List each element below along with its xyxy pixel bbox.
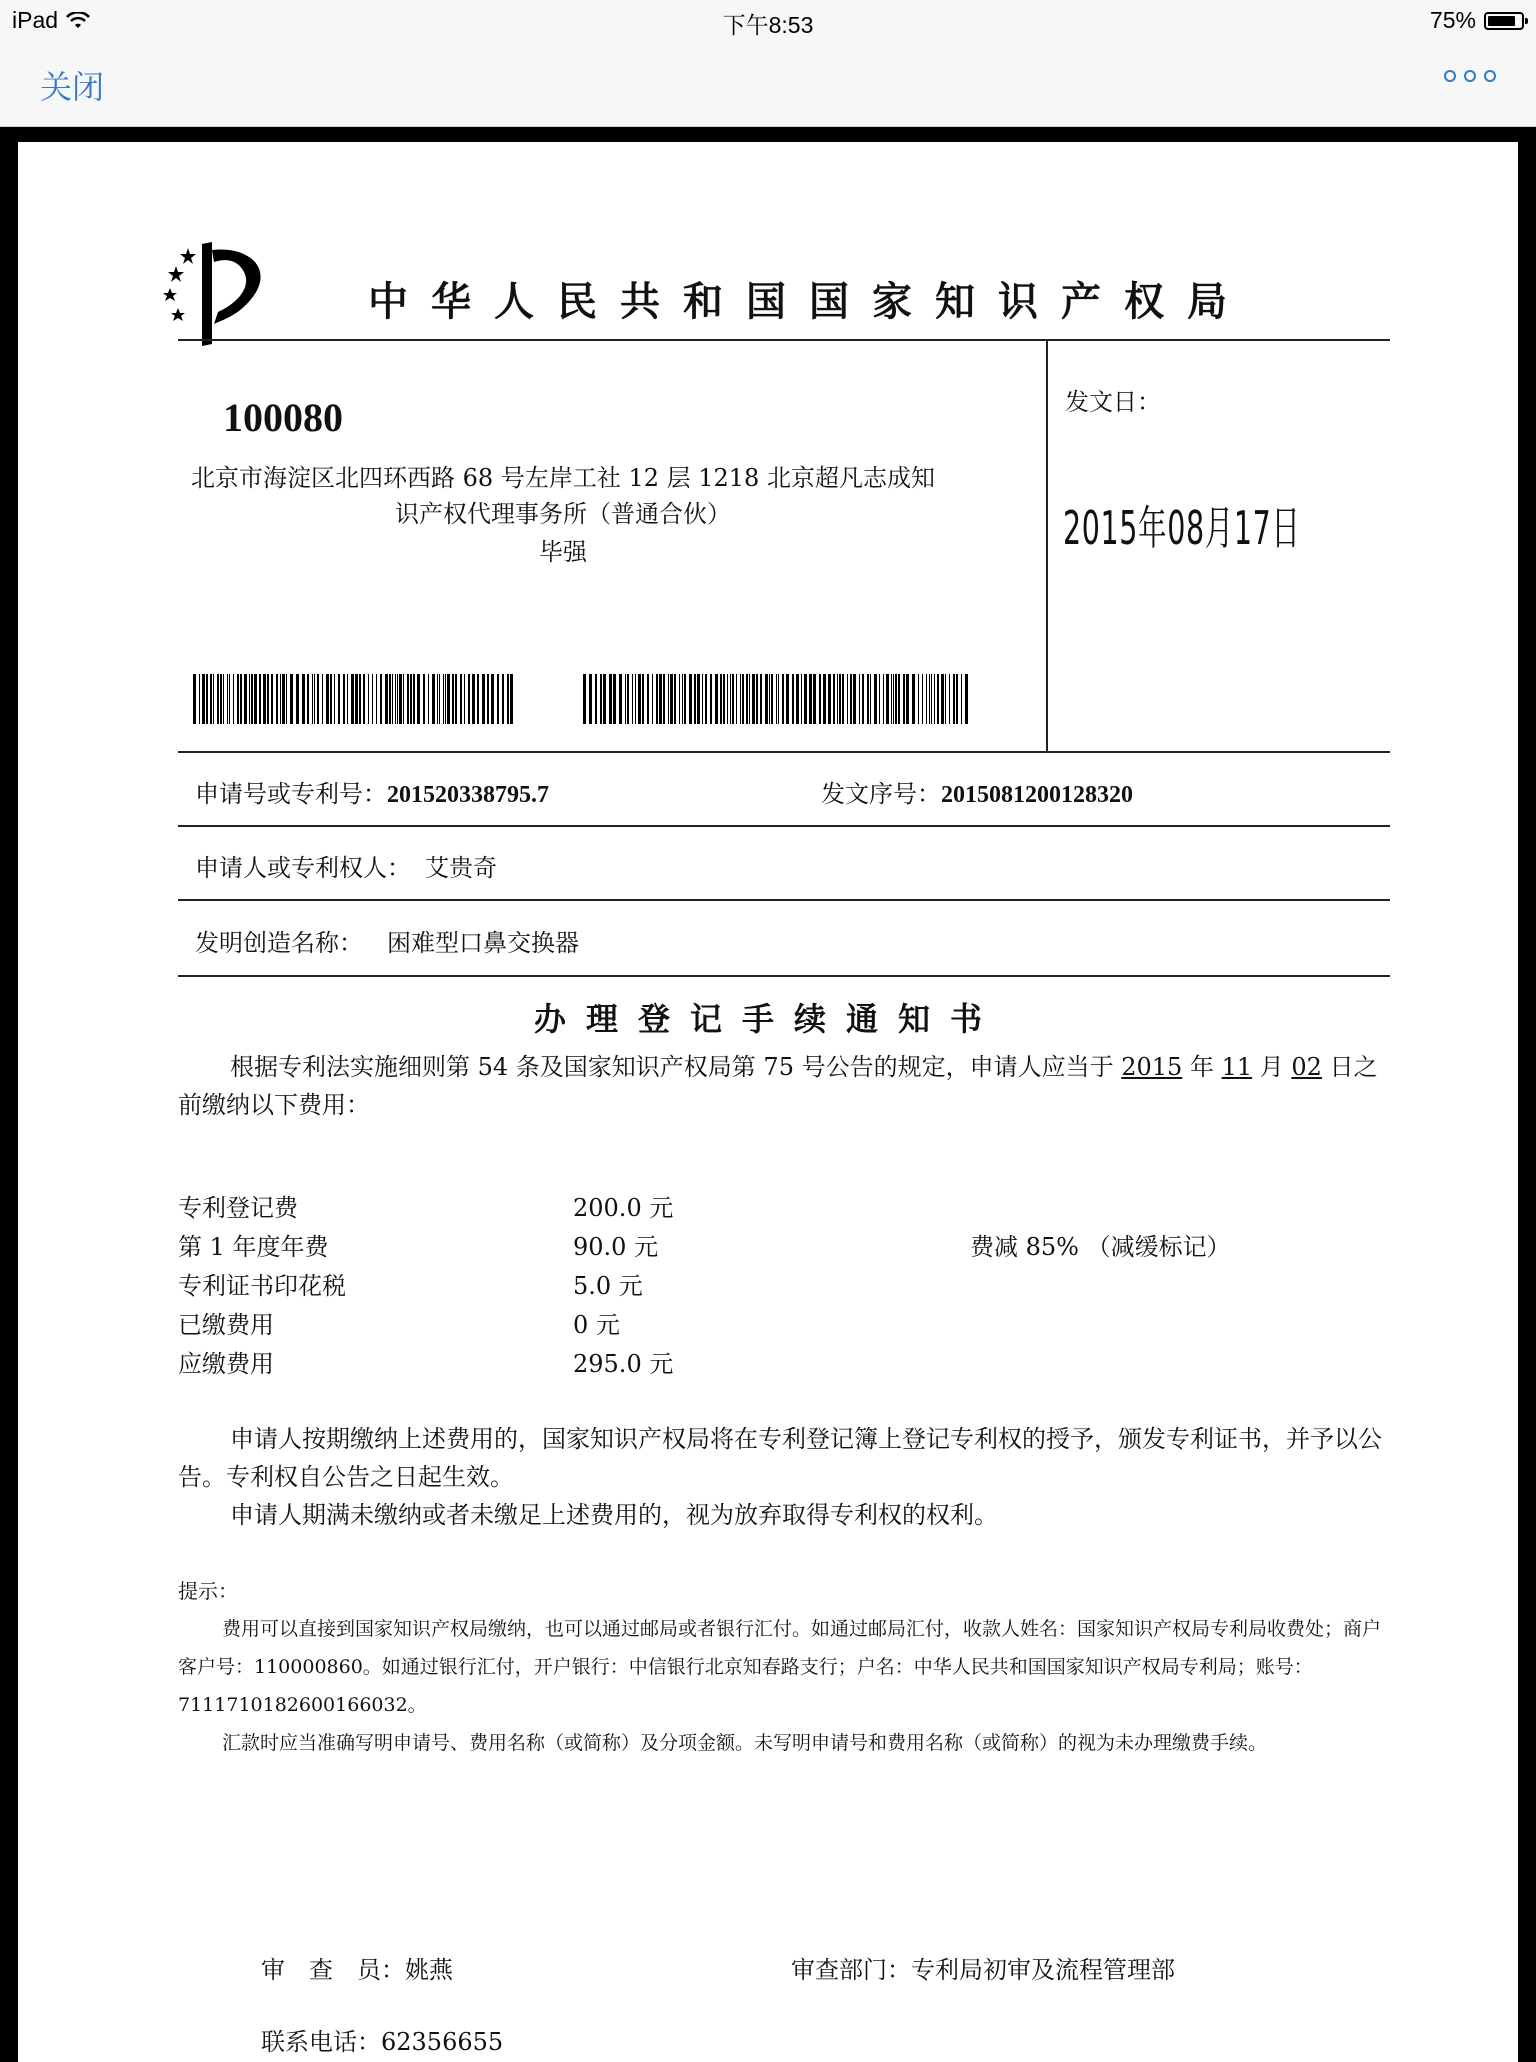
- applicant-label: 申请人或专利权人：: [195, 854, 411, 882]
- tip-remittance-note: 汇款时应当准确写明申请号、费用名称（或简称）及分项金额。未写明申请号和费用名称（或简称）的视为未办理缴费手续。: [222, 1732, 1268, 1754]
- examiner-field: [261, 1950, 453, 1985]
- tip-payment-methods: 费用可以直接到国家知识产权局缴纳，也可以通过邮局或者银行汇付。如通过邮局汇付，收款人姓名：国家知识产权局专利局收费处；商户客户号：110000860。如通过银行汇付，开户银行：中信银行北京知春路支行；户名：中华人民共和国国家知识产权局专利局；账号：7111710182600166032。: [178, 1618, 1382, 1716]
- barcode-left: [193, 674, 515, 724]
- department-label: 审查部门：: [791, 1956, 911, 1984]
- divider: [178, 339, 1390, 341]
- device-name: iPad: [12, 7, 59, 33]
- fee-row: [178, 1227, 1390, 1265]
- divider: [178, 899, 1390, 901]
- fee-row: [178, 1188, 1390, 1226]
- fee-amount: 200.0 元: [573, 1194, 674, 1222]
- send-date-label: 发文日：: [1065, 388, 1161, 416]
- send-date: 2015年08月17日: [1063, 501, 1301, 555]
- fee-name: 专利登记费: [178, 1194, 298, 1222]
- fee-name: 专利证书印花税: [178, 1272, 346, 1300]
- serial-number-label: 发文序号：: [821, 780, 941, 808]
- divider: [178, 975, 1390, 977]
- deadline-year: 2015: [1121, 1053, 1183, 1081]
- fee-amount: 295.0 元: [573, 1350, 674, 1378]
- address-line1: 北京市海淀区北四环西路 68 号左岸工社 12 层 1218 北京超凡志成知: [191, 464, 935, 492]
- address-line2: 识产权代理事务所（普通合伙）: [395, 500, 731, 528]
- applicant-field: [195, 848, 497, 883]
- examiner-name: 姚燕: [405, 1956, 453, 1984]
- invention-name: 困难型口鼻交换器: [387, 929, 579, 957]
- cnipa-emblem-icon: [156, 240, 282, 348]
- forfeit-paragraph: 申请人期满未缴纳或者未缴足上述费用的，视为放弃取得专利权的权利。: [230, 1501, 998, 1529]
- department-name: 专利局初审及流程管理部: [911, 1956, 1175, 1984]
- fee-name: 应缴费用: [178, 1350, 274, 1378]
- intro-tail: 日之前缴纳以下费用：: [178, 1053, 1378, 1119]
- invention-label: 发明创造名称：: [195, 929, 363, 957]
- status-time: 下午8:53: [722, 12, 814, 38]
- more-options-icon[interactable]: [1444, 70, 1496, 82]
- examiner-label: 审 查 员：: [261, 1956, 405, 1984]
- department-field: [791, 1950, 1175, 1985]
- deadline-month: 11: [1221, 1053, 1253, 1081]
- fee-reduction-note: 费减 85% （减缓标记）: [970, 1233, 1231, 1261]
- status-bar: [0, 0, 1536, 40]
- grant-paragraph: 申请人按期缴纳上述费用的，国家知识产权局将在专利登记簿上登记专利权的授予，颁发专利证书，并予以公告。专利权自公告之日起生效。: [178, 1425, 1382, 1491]
- divider: [178, 751, 1390, 753]
- deadline-day: 02: [1291, 1053, 1322, 1081]
- nav-bar: [0, 40, 1536, 127]
- battery-icon: [1484, 12, 1524, 30]
- serial-number-field: [821, 774, 1133, 809]
- applicant-name: 艾贵奇: [425, 854, 497, 882]
- application-number-field: [195, 774, 549, 809]
- fee-name: 已缴费用: [178, 1311, 274, 1339]
- document-page: [18, 142, 1518, 2062]
- phone-label: 联系电话：: [261, 2028, 381, 2056]
- battery-percent: 75%: [1429, 7, 1476, 33]
- agency-title: 中华人民共和国国家知识产权局: [368, 279, 1250, 325]
- fee-amount: 5.0 元: [573, 1272, 643, 1300]
- application-number-label: 申请号或专利号：: [195, 780, 387, 808]
- phone-number: 62356655: [381, 2028, 504, 2056]
- divider: [1046, 340, 1048, 753]
- year-unit: 年: [1182, 1053, 1222, 1081]
- fee-row: [178, 1266, 1390, 1304]
- month-unit: 月: [1252, 1053, 1292, 1081]
- postcode: 100080: [223, 395, 343, 440]
- invention-field: [195, 923, 579, 958]
- fee-amount: 0 元: [573, 1311, 620, 1339]
- fee-row: [178, 1344, 1390, 1382]
- notice-title: 办理登记手续通知书: [533, 1000, 1002, 1038]
- serial-number: 2015081200128320: [941, 782, 1133, 808]
- application-number: 201520338795.7: [387, 782, 549, 808]
- close-button[interactable]: 关闭: [40, 68, 105, 106]
- barcode-right: [583, 674, 971, 724]
- fee-row: [178, 1305, 1390, 1343]
- phone-field: [261, 2022, 503, 2057]
- fee-amount: 90.0 元: [573, 1233, 659, 1261]
- divider: [178, 825, 1390, 827]
- tip-label: 提示：: [178, 1579, 238, 1603]
- fee-name: 第 1 年度年费: [178, 1233, 329, 1261]
- recipient-name: 毕强: [539, 538, 587, 566]
- intro-paragraph: [178, 1048, 1390, 1124]
- intro-text: 根据专利法实施细则第 54 条及国家知识产权局第 75 号公告的规定，申请人应当于: [230, 1053, 1122, 1081]
